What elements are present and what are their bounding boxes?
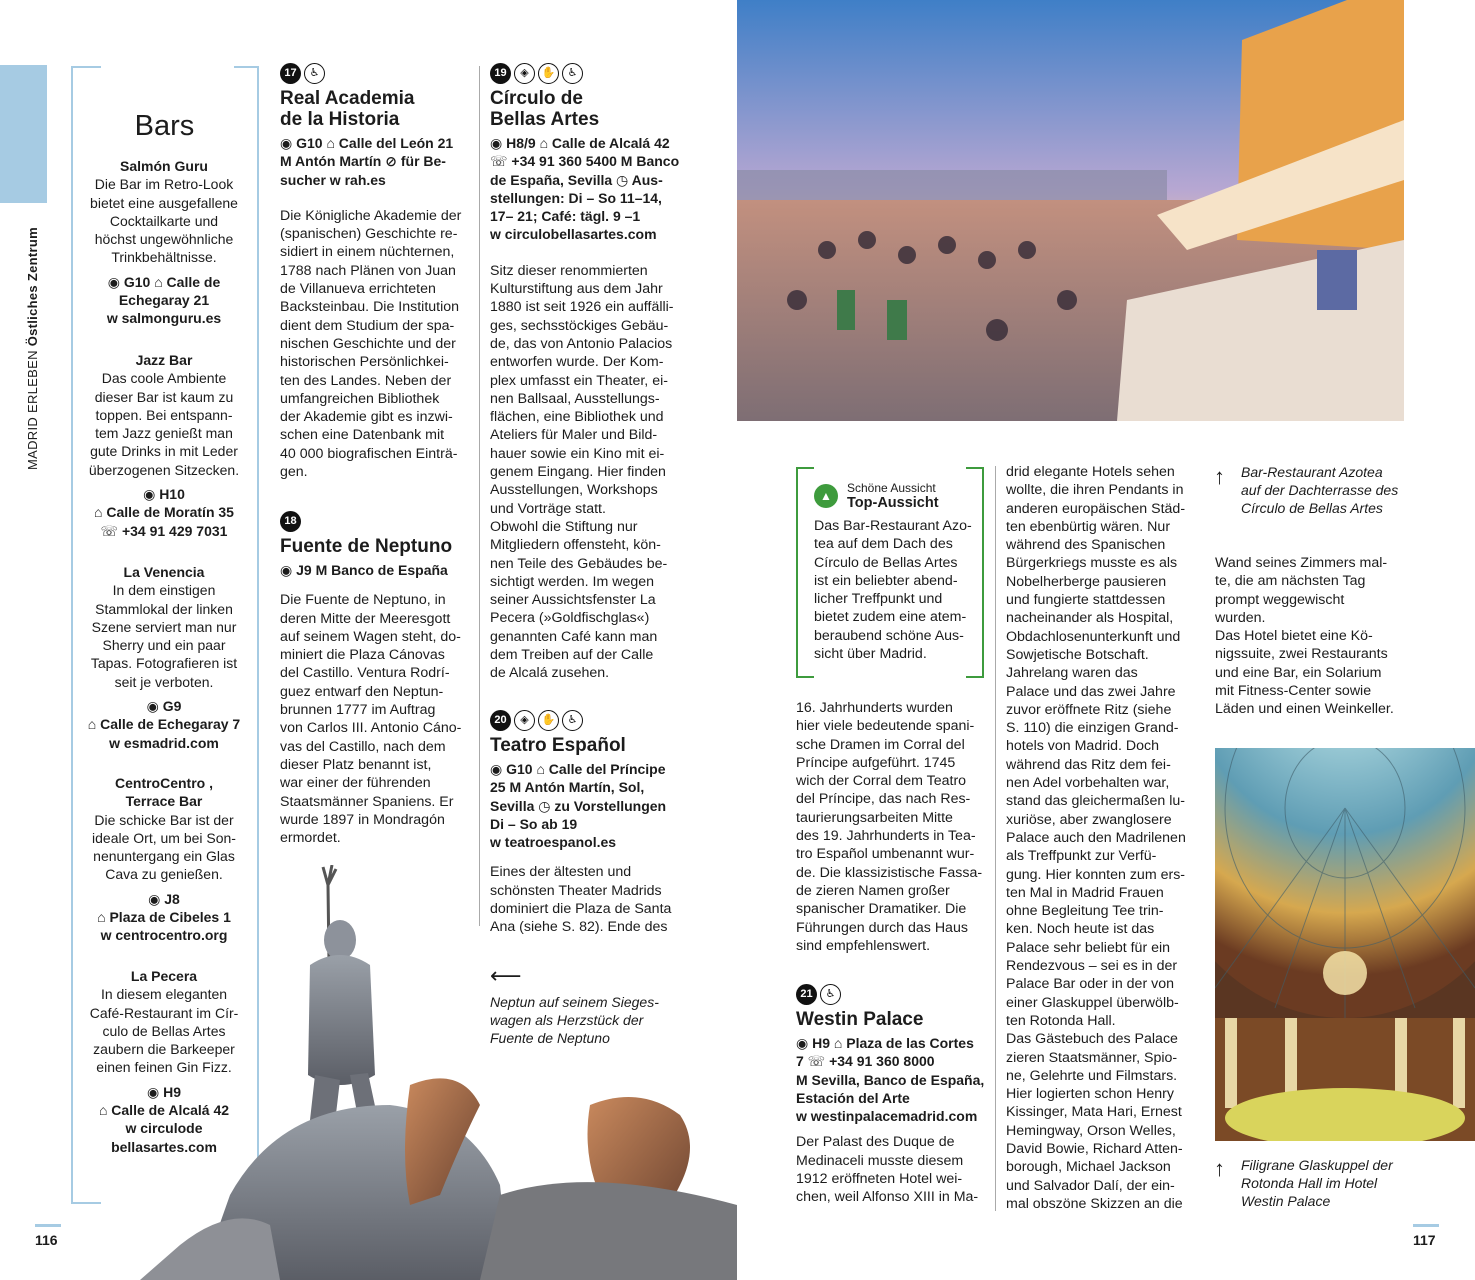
hand-icon: ✋ xyxy=(538,63,559,84)
caption-azotea: Bar-Restaurant Azotea auf der Dachterrasse des Círculo de Bellas Artes xyxy=(1241,464,1399,516)
wheelchair-icon: ♿ xyxy=(562,710,583,731)
chapter-label: MADRID ERLEBEN Östliches Zentrum xyxy=(25,227,40,470)
entry-number-badge: 18 xyxy=(280,511,301,532)
entry-17: 17 ♿ Real Academia de la Historia ◉ G10 ⌂ Calle del León 21 M Antón Martín ⊘ für Be- sucher w rah.es Die Königliche Akademie der (spanischen) Geschichte re- sidiert in einem nüchternen, 1788 nach Plänen von Juan de Villanueva errichteten Backsteinbau. Die Institution dient dem Studium der spa- nischen Geschichte und der historischen Persönlichkei- ten des Landes. Neben der umfangreichen Bibliothek der Akademie gibt es inzwi- schen eine Datenbank mit 40 000 biografischen Einträ- gen. xyxy=(280,63,470,481)
column-divider xyxy=(479,66,480,926)
westin-palace-text-end: Wand seines Zimmers mal- te, die am nächsten Tag prompt weggewischt wurden. Das Hotel bietet eine Kö- nigssuite, zwei Restaurants und eine Bar, ein Solarium mit Fitness-Center sowie Läden und einen Weinkeller. xyxy=(1215,555,1394,718)
teatro-espanol-continued: 16. Jahrhunderts wurden hier viele bedeutende spani- sche Dramen im Corral del Príncipe aufgeführt. 1745 wich der Corral dem Teatro del Príncipe, das nach Res- taurierungsarbeiten Mitte des 19. Jahrhunderts in Tea- tro Español umbenannt wur- de. Die klassizistische Fassa- de zieren Namen großer spanischer Dramatiker. Die Führungen durch das Haus sind empfehlenswert. xyxy=(796,700,983,954)
bar-centrocentro: CentroCentro , Terrace Bar Die schicke Bar ist der ideale Ort, um bei Son- nenuntergang ein Glas Cava zu genießen. ◉ J8 ⌂ Plaza de Cibeles 1 w centrocentro.org xyxy=(92,775,236,944)
neptune-statue-image xyxy=(140,865,737,1280)
azotea-rooftop-photo xyxy=(737,0,1404,421)
mountain-view-icon: ▲ xyxy=(814,484,838,508)
wheelchair-icon: ♿ xyxy=(820,984,841,1005)
entry-number-badge: 17 xyxy=(280,63,301,84)
page-number-right: 117 xyxy=(1413,1232,1436,1248)
tip-box-bracket-left xyxy=(796,467,814,678)
entry-21: 21 ♿ Westin Palace ◉ H9 ⌂ Plaza de las Cortes 7 ☏ +34 91 360 8000 M Sevilla, Banco de España, Estación del Arte w westinpalacemadrid.com Der Palast des Duque de Medinaceli musste diesem 1912 eröffneten Hotel wei- chen, weil Alfonso XIII in Ma- xyxy=(796,984,996,1207)
entry-18: 18 Fuente de Neptuno ◉ J9 M Banco de España Die Fuente de Neptuno, in deren Mitte der Meeresgott auf seinem Wagen steht, do- miniert die Plaza Cánovas del Castillo. Ventura Rodrí- guez entwarf den Neptun- brunnen 1777 im Auftrag von Carlos III. Antonio Cáno- vas del Castillo, nach dem dieser Platz benannt ist, war einer der führenden Staatsmänner Spaniens. Er wurde 1897 in Mondragón ermordet. xyxy=(280,511,470,847)
arrow-up-icon: ↑ xyxy=(1214,1156,1225,1181)
bar-la-pecera: La Pecera In diesem eleganten Café-Restaurant im Cír- culo de Bellas Artes zaubern die Barkeeper einen feinen Gin Fizz. ◉ H9 ⌂ Calle de Alcalá 42 w circulode bellasartes.com xyxy=(89,968,239,1155)
caption-dome: Filigrane Glaskuppel der Rotonda Hall im Hotel Westin Palace xyxy=(1241,1157,1393,1209)
entry-number-badge: 21 xyxy=(796,984,817,1005)
wheelchair-icon: ♿ xyxy=(304,63,325,84)
bars-box-line xyxy=(71,66,73,1204)
tip-body: Das Bar-Restaurant Azo- tea auf dem Dach des Círculo de Bellas Artes ist ein beliebter abend- licher Treffpunkt und bietet zudem eine atem- beraubend schöne Aus- sicht über Madrid. xyxy=(814,518,972,663)
chapter-tab xyxy=(0,65,47,203)
bars-title: Bars xyxy=(134,110,195,142)
entry-19: 19 ◈ ✋ ♿ Círculo de Bellas Artes ◉ H8/9 ⌂ Calle de Alcalá 42 ☏ +34 91 360 5400 M Banco de España, Sevilla ◷ Aus- stellungen: Di – So 11–14, 17– 21; Café: tägl. 9 –1 w circulobellasartes.com Sitz dieser renommierten Kulturstiftung aus dem Jahr 1880 ist seit 1926 ein auffälli- ges, sechsstöckiges Gebäu- de, das von Antonio Palacios entworfen wurde. Der Kom- plex umfasst ein Theater, ei- nen Ballsaal, Ausstellungs- flächen, eine Bibliothek und Ateliers für Maler und Bild- hauer sowie ein Kino mit ei- genem Eingang. Hier finden Ausstellungen, Workshops und Vorträge statt. Obwohl die Stiftung nur Mitgliedern offensteht, kön- nen Teile des Gebäudes be- sichtigt werden. Im wegen seiner Aussichtsfenster La Pecera (»Goldfischglas«) genannten Café kann man dem Treiben auf der Calle de Alcalá zusehen. xyxy=(490,63,690,683)
page-number-rule xyxy=(1413,1224,1439,1227)
bar-la-venencia: La Venencia In dem einstigen Stammlokal der linken Szene serviert man nur Sherry und ein paar Tapas. Fotografieren ist seit je verboten. ◉ G9 ⌂ Calle de Echegaray 7 w esmadrid.com xyxy=(87,564,241,751)
ticket-icon: ◈ xyxy=(514,710,535,731)
arrow-left-icon: ⟵ xyxy=(490,963,522,988)
tip-kicker: Schöne Aussicht xyxy=(847,481,936,495)
tip-title: Top-Aussicht xyxy=(847,495,939,511)
hand-icon: ✋ xyxy=(538,710,559,731)
westin-palace-text: drid elegante Hotels sehen wollte, die ihren Pendants in anderen europäischen Städ- ten ebenbürtig wären. Nur während des Spanischen Bürgerkriegs musste es als Nobelherberge pausieren und fungierte stattdessen nacheinander als Hospital, Obdachlosenunterkunft und Sowjetische Botschaft. Jahrelang waren das Palace und das zwei Jahre zuvor eröffnete Ritz (siehe S. 110) die einzigen Grand- hotels von Madrid. Doch während das Ritz dem fei- nen Adel vorbehalten war, stand das gleichermaßen lu- xuriöse, aber zwanglosere Palace auch den Madrilenen als Treffpunkt zur Verfü- gung. Hier konnten zum ers- ten Mal in Madrid Frauen ohne Begleitung Tee trin- ken. Noch heute ist das Palace sehr beliebt für ein Rendezvous – sei es in der Palace Bar oder in der von einer Glaskuppel überwölb- ten Rotonda Hall. Das Gästebuch des Palace zieren Staatsmänner, Spio- ne, Gelehrte und Filmstars. Hier logierten schon Henry Kissinger, Mata Hari, Ernest Hemingway, Orson Welles, David Bowie, Richard Atten- borough, Michael Jackson und Salvador Dalí, der ein- mal obszöne Skizzen an die xyxy=(1006,464,1186,1212)
caption-neptuno: Neptun auf seinem Sieges- wagen als Herzstück der Fuente de Neptuno xyxy=(490,994,659,1046)
bar-salmon-guru: Salmón Guru Die Bar im Retro-Look bietet eine ausgefallene Cocktailkarte und höchst ungewöhnliche Trinkbehältnisse. ◉ G10 ⌂ Calle de Echegaray 21 w salmonguru.es xyxy=(90,158,238,327)
arrow-up-icon: ↑ xyxy=(1214,464,1225,489)
ticket-icon: ◈ xyxy=(514,63,535,84)
column-divider xyxy=(995,466,996,1211)
entry-number-badge: 20 xyxy=(490,710,511,731)
entry-20: 20 ◈ ✋ ♿ Teatro Español ◉ G10 ⌂ Calle del Príncipe 25 M Antón Martín, Sol, Sevilla ◷ zu Vorstellungen Di – So ab 19 w teatroespanol.es Eines der ältesten und schönsten Theater Madrids dominiert die Plaza de Santa Ana (siehe S. 82). Ende des xyxy=(490,710,690,937)
wheelchair-icon: ♿ xyxy=(562,63,583,84)
glass-dome-photo xyxy=(1215,748,1475,1141)
entry-number-badge: 19 xyxy=(490,63,511,84)
page-number-rule xyxy=(35,1224,61,1227)
bar-jazz-bar: Jazz Bar Das coole Ambiente dieser Bar ist kaum zu toppen. Bei entspann- tem Jazz genießt man gute Drinks in mit Leder überzogenen Sitzecken. ◉ H10 ⌂ Calle de Moratín 35 ☏ +34 91 429 7031 xyxy=(88,352,240,539)
page-number-left: 116 xyxy=(35,1232,58,1248)
